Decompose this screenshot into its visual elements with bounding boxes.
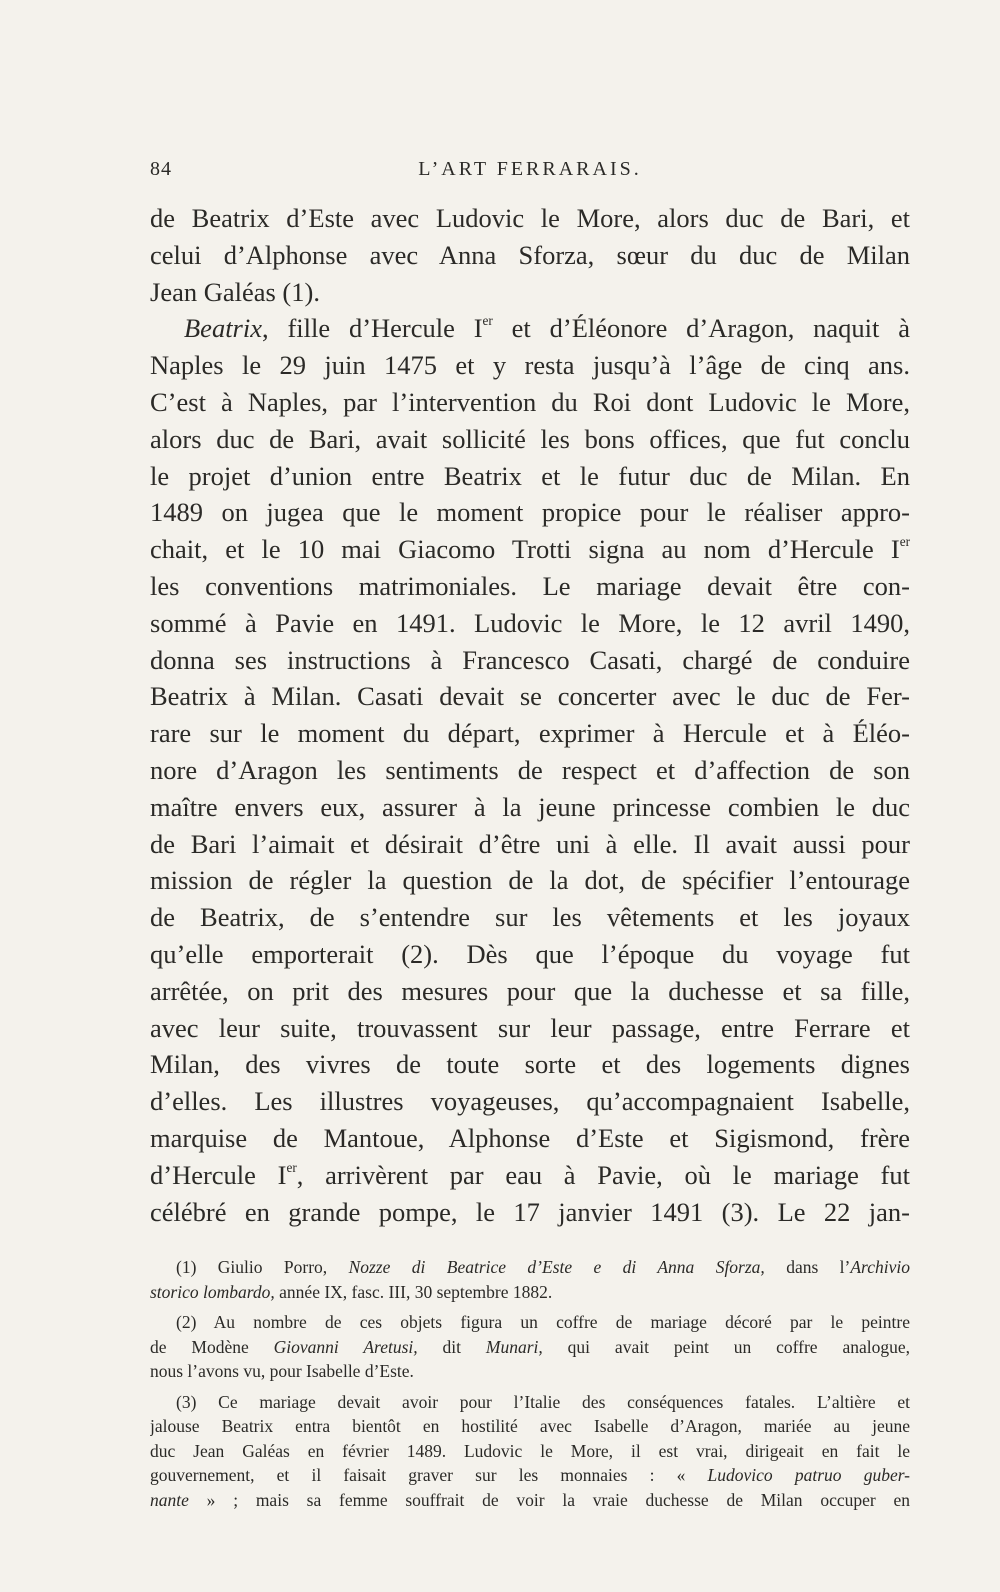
footnote-line: duc Jean Galéas en février 1489. Ludovic le More, il est vrai, dirigeait en fait le [150,1440,910,1461]
running-title: L’ART FERRARAIS. [418,158,642,180]
body-line: de Beatrix, de s’entendre sur les vêtements et les joyaux [150,902,910,933]
body-line: nore d’Aragon les sentiments de respect et d’affection de son [150,754,910,785]
body-line: rare sur le moment du départ, exprimer à Hercule et à Éléo- [150,718,910,749]
body-line: chait, et le 10 mai Giacomo Trotti signa au nom d’Hercule Ier [150,534,910,565]
body-line: Beatrix, fille d’Hercule Ier et d’Éléonore d’Aragon, naquit à [184,313,910,344]
body-line: arrêtée, on prit des mesures pour que la duchesse et sa fille, [150,975,910,1006]
body-line: marquise de Mantoue, Alphonse d’Este et Sigismond, frère [150,1122,910,1153]
footnote-line: nante » ; mais sa femme souffrait de voir la vraie duchesse de Milan occuper en [150,1489,910,1510]
page-number: 84 [150,158,172,180]
footnote-line: gouvernement, et il faisait graver sur les monnaies : « Ludovico patruo guber- [150,1465,910,1485]
body-line: Beatrix à Milan. Casati devait se concerter avec le duc de Fer- [150,681,910,712]
body-line: donna ses instructions à Francesco Casati, chargé de conduire [150,644,910,675]
body-line: 1489 on jugea que le moment propice pour le réaliser appro- [150,497,910,528]
footnote-line: de Modène Giovanni Aretusi, dit Munari, qui avait peint un coffre analogue, [150,1336,910,1357]
body-line: de Beatrix d’Este avec Ludovic le More, alors duc de Bari, et [150,203,910,233]
body-line: célébré en grande pompe, le 17 janvier 1491 (3). Le 22 jan- [150,1196,910,1227]
body-line: sommé à Pavie en 1491. Ludovic le More, le 12 avril 1490, [150,607,910,638]
body-line: les conventions matrimoniales. Le mariage devait être con- [150,570,910,601]
body-line: avec leur suite, trouvassent sur leur passage, entre Ferrare et [150,1012,910,1043]
footnote-line: nous l’avons vu, pour Isabelle d’Este. [150,1361,414,1381]
body-line: d’Hercule Ier, arrivèrent par eau à Pavie, où le mariage fut [150,1159,910,1190]
body-line: Milan, des vivres de toute sorte et des logements dignes [150,1049,910,1080]
body-line: d’elles. Les illustres voyageuses, qu’accompagnaient Isabelle, [150,1086,910,1117]
body-line: de Bari l’aimait et désirait d’être uni à elle. Il avait aussi pour [150,828,910,859]
body-line: maître envers eux, assurer à la jeune princesse combien le duc [150,791,910,822]
body-line: mission de régler la question de la dot, de spécifier l’entourage [150,865,910,896]
body-line: qu’elle emporterait (2). Dès que l’époque du voyage fut [150,938,910,969]
footnotes [150,1255,910,1512]
footnote-line: (3) Ce mariage devait avoir pour l’Italie des conséquences fatales. L’altière et [176,1391,910,1412]
footnote-line: jalouse Beatrix entra bientôt en hostilité avec Isabelle d’Aragon, mariée au jeune [150,1416,910,1436]
footnote-line: storico lombardo, année IX, fasc. III, 30 septembre 1882. [150,1281,553,1302]
body-line: alors duc de Bari, avait sollicité les bons offices, que fut conclu [150,423,910,454]
footnote-line: (1) Giulio Porro, Nozze di Beatrice d’Este e di Anna Sforza, dans l’Archivio [176,1257,910,1277]
main-text [150,200,910,1230]
footnote-line: (2) Au nombre de ces objets figura un coffre de mariage décoré par le peintre [176,1312,910,1332]
page-header [150,158,910,188]
body-line: Naples le 29 juin 1475 et y resta jusqu’à l’âge de cinq ans. [150,350,910,381]
body-line: le projet d’union entre Beatrix et le futur duc de Milan. En [150,460,910,491]
body-line: Jean Galéas (1). [150,276,320,307]
body-line: C’est à Naples, par l’intervention du Roi dont Ludovic le More, [150,386,910,417]
body-line: celui d’Alphonse avec Anna Sforza, sœur du duc de Milan [150,239,910,270]
